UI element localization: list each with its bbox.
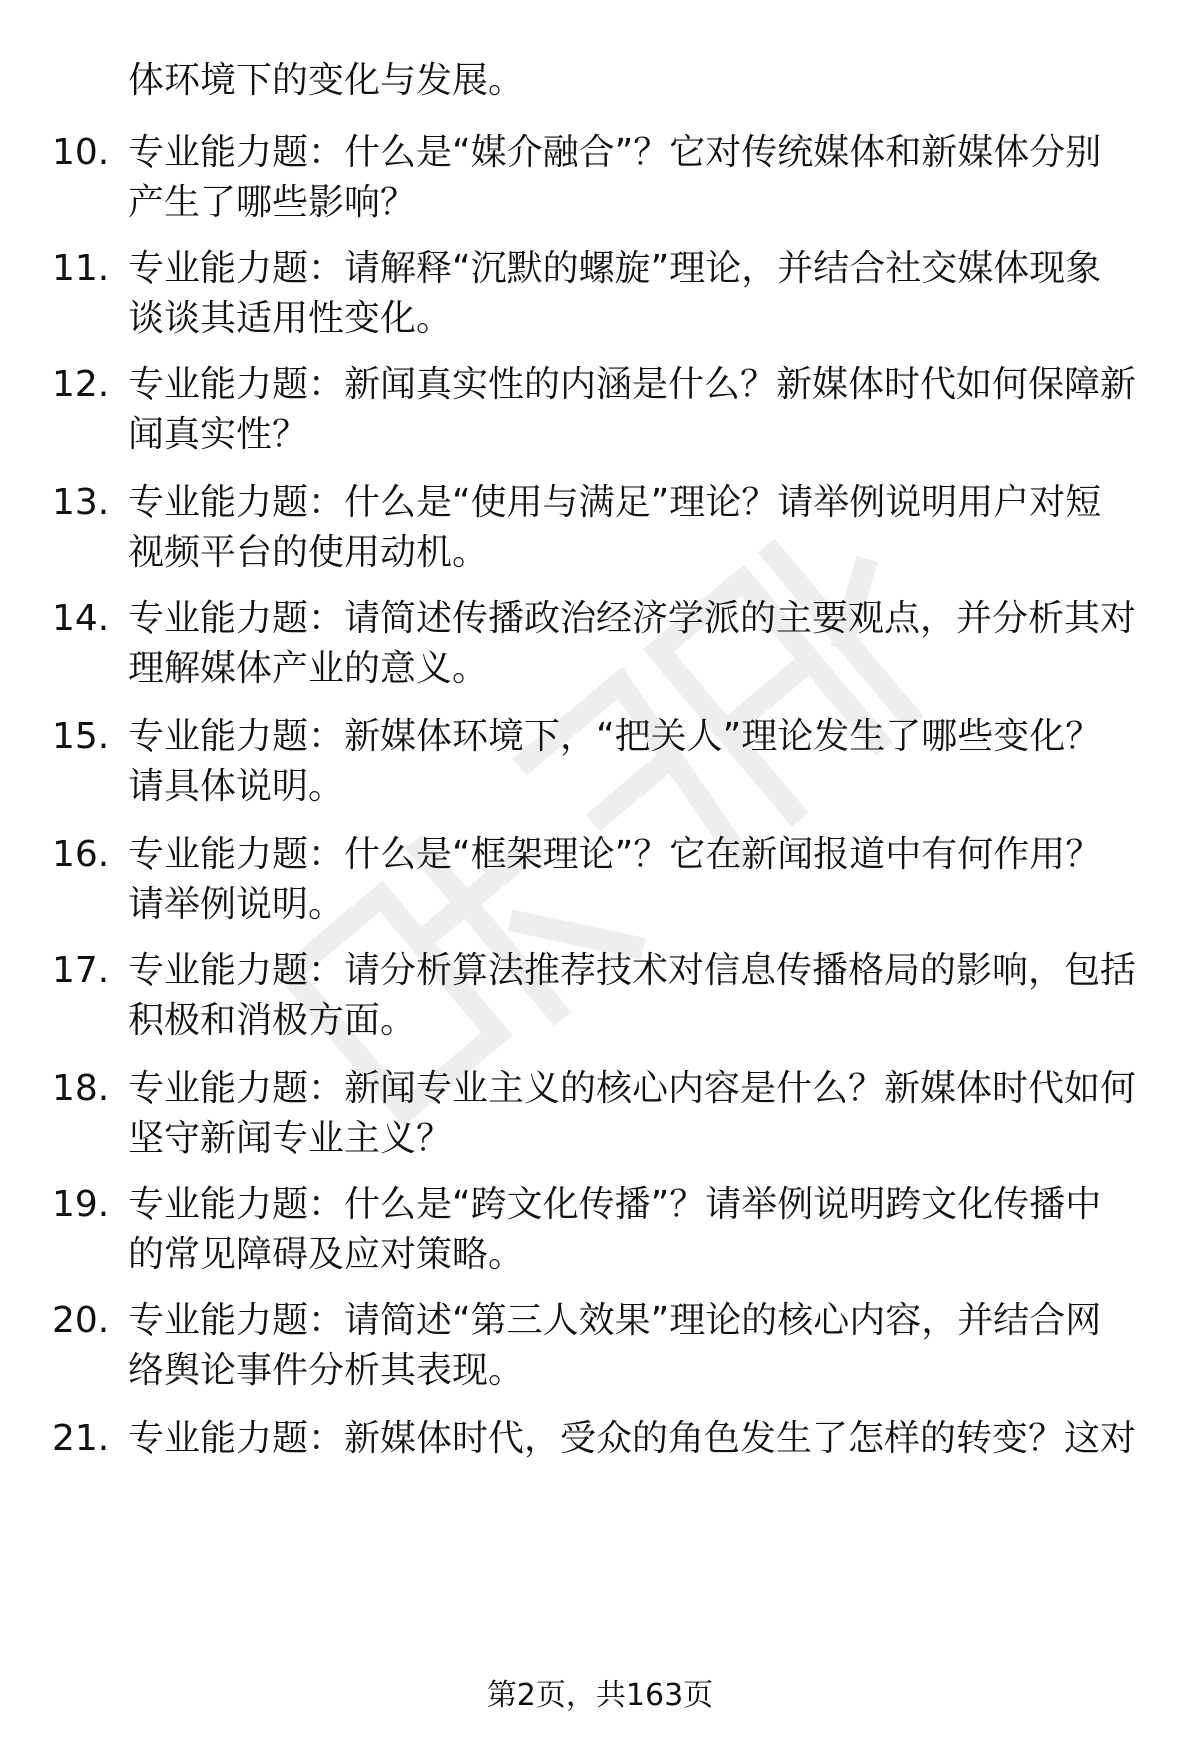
item-text: 专业能力题：请分析算法推荐技术对信息传播格局的影响，包括 积极和消极方面。 xyxy=(128,950,1137,1041)
item-text: 专业能力题：请简述传播政治经济学派的主要观点，并分析其对 理解媒体产业的意义。 xyxy=(128,598,1137,689)
item-number: 12. xyxy=(52,364,110,405)
item-text: 专业能力题：请解释“沉默的螺旋”理论，并结合社交媒体现象 谈谈其适用性变化。 xyxy=(128,248,1102,339)
item-number: 19. xyxy=(52,1184,110,1225)
item-text: 专业能力题：什么是“框架理论”？它在新闻报道中有何作用？ 请举例说明。 xyxy=(128,834,1102,925)
item-number: 16. xyxy=(52,834,110,875)
item-number: 14. xyxy=(52,598,110,639)
item-text: 专业能力题：请简述“第三人效果”理论的核心内容，并结合网 络舆论事件分析其表现。 xyxy=(128,1300,1102,1391)
item-number: 17. xyxy=(52,950,110,991)
item-text: 专业能力题：新媒体环境下，“把关人”理论发生了哪些变化？ 请具体说明。 xyxy=(128,716,1102,807)
item-number: 15. xyxy=(52,716,110,757)
continuation-line: 体环境下的变化与发展。 xyxy=(128,60,525,101)
item-number: 18. xyxy=(52,1068,110,1109)
page-footer: 第2页，共163页 xyxy=(486,1678,714,1713)
item-text: 专业能力题：新闻真实性的内涵是什么？新媒体时代如何保障新 闻真实性？ xyxy=(128,364,1137,455)
item-number: 11. xyxy=(52,248,110,289)
item-text: 专业能力题：什么是“使用与满足”理论？请举例说明用户对短 视频平台的使用动机。 xyxy=(128,482,1102,573)
item-text: 专业能力题：什么是“跨文化传播”？请举例说明跨文化传播中 的常见障碍及应对策略。 xyxy=(128,1184,1102,1275)
item-number: 10. xyxy=(52,132,110,173)
item-text: 专业能力题：新闻专业主义的核心内容是什么？新媒体时代如何 坚守新闻专业主义？ xyxy=(128,1068,1137,1159)
item-text: 专业能力题：什么是“媒介融合”？它对传统媒体和新媒体分别 产生了哪些影响？ xyxy=(128,132,1102,223)
item-text: 专业能力题：新媒体时代，受众的角色发生了怎样的转变？这对 xyxy=(128,1418,1137,1459)
item-number: 20. xyxy=(52,1300,110,1341)
item-number: 21. xyxy=(52,1418,110,1459)
item-number: 13. xyxy=(52,482,110,523)
